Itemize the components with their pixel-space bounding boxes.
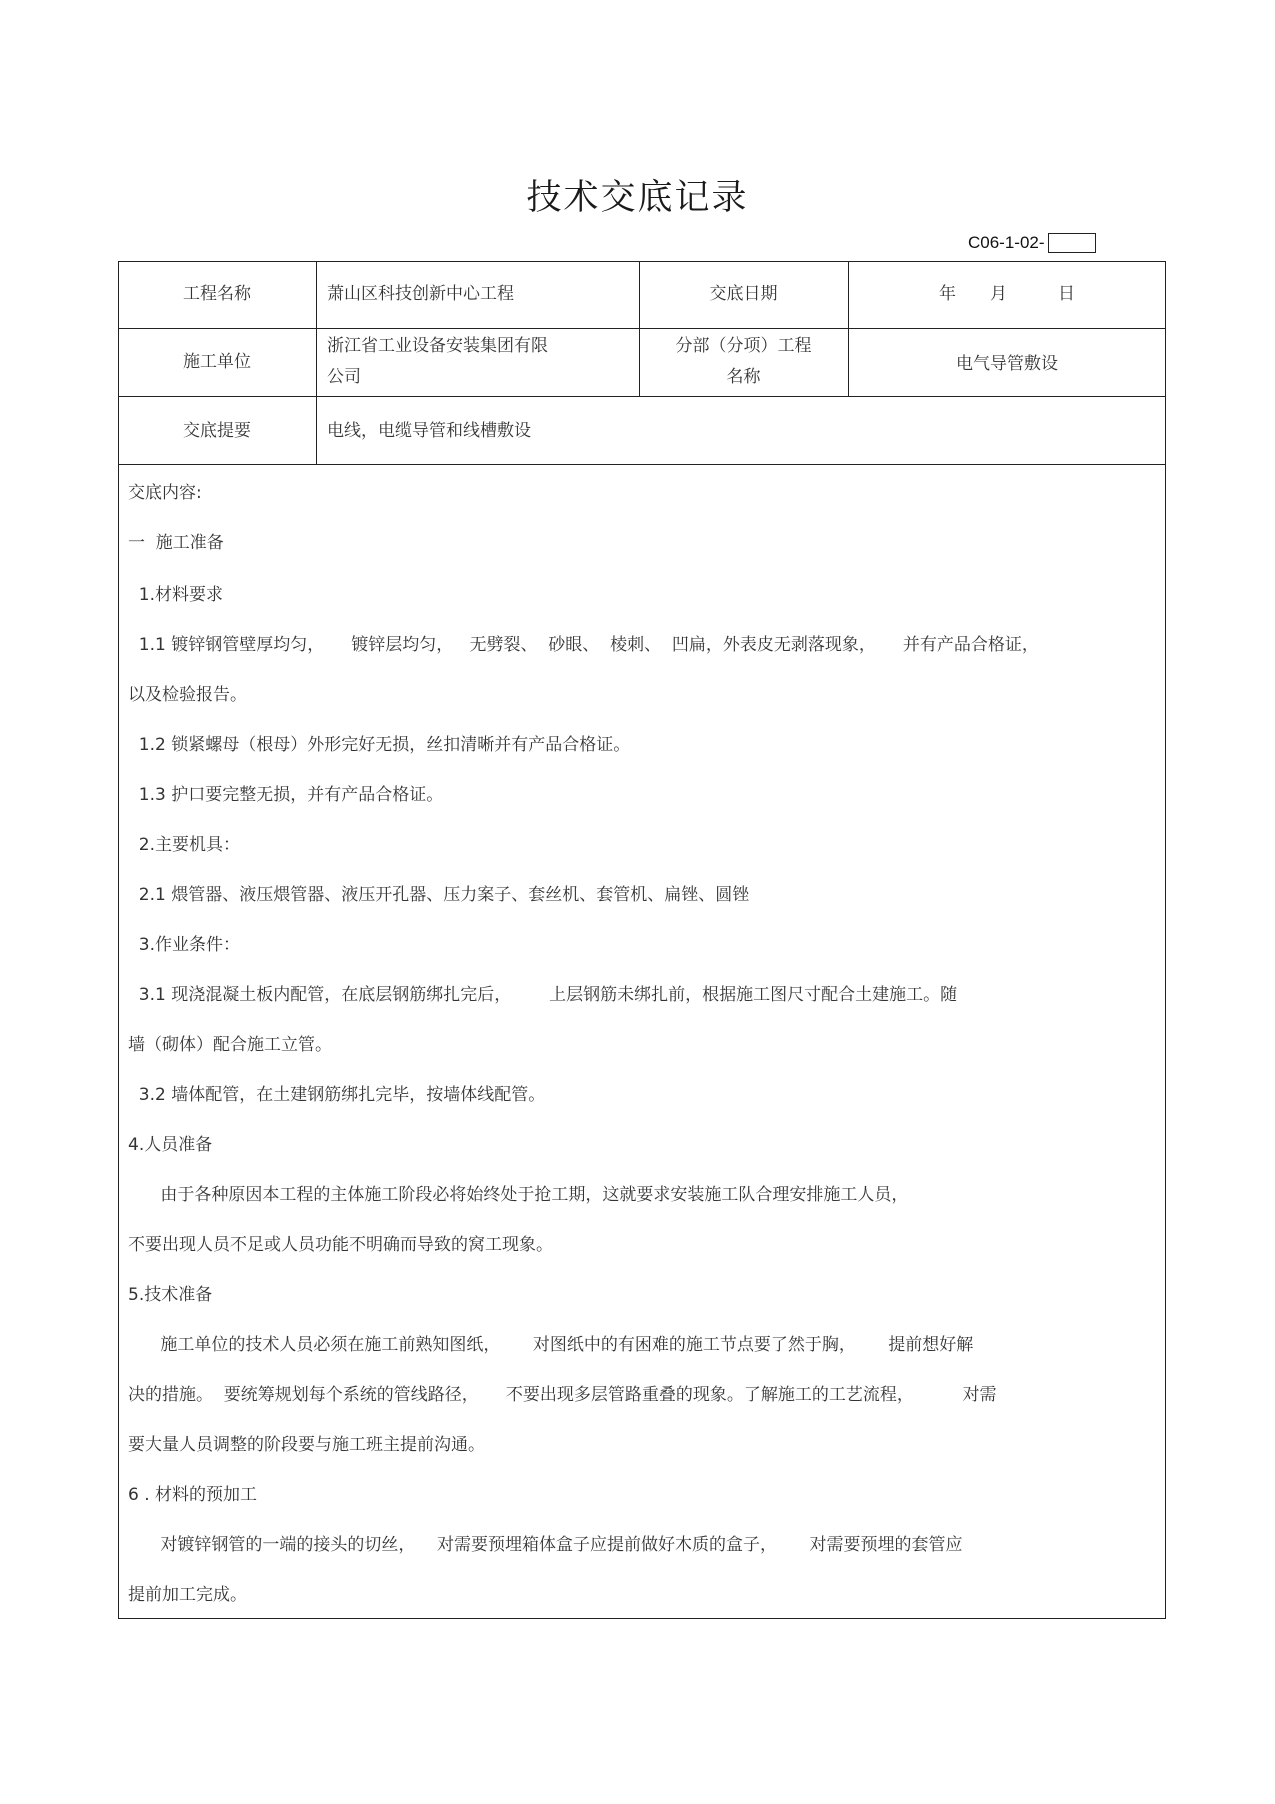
content-line: 决的措施。 要统筹规划每个系统的管线路径， 不要出现多层管路重叠的现象。了解施工的工艺流程， 对需	[128, 1385, 997, 1405]
content-line: 3.1 现浇混凝土板内配管，在底层钢筋绑扎完后， 上层钢筋未绑扎前，根据施工图尺寸配合土建施工。随	[128, 985, 958, 1005]
subsection-heading-preprocessing: 6 . 材料的预加工	[128, 1485, 258, 1505]
summary-label: 交底提要	[183, 421, 251, 441]
unit-value-line1[interactable]: 浙江省工业设备安装集团有限	[327, 336, 548, 356]
subsection-heading-conditions: 3.作业条件：	[128, 935, 241, 955]
summary-value[interactable]: 电线，电缆导管和线槽敷设	[327, 421, 531, 441]
project-name-label: 工程名称	[183, 284, 251, 304]
document-number: C06-1-02-	[968, 233, 1045, 252]
project-name-value[interactable]: 萧山区科技创新中心工程	[327, 284, 514, 304]
subproject-value[interactable]: 电气导管敷设	[956, 354, 1058, 374]
content-line: 不要出现人员不足或人员功能不明确而导致的窝工现象。	[128, 1235, 553, 1255]
content-line: 要大量人员调整的阶段要与施工班主提前沟通。	[128, 1435, 485, 1455]
section-heading-prep: 一 施工准备	[128, 533, 224, 553]
date-label: 交底日期	[709, 284, 778, 304]
unit-label: 施工单位	[183, 352, 251, 372]
content-line: 1.1 镀锌钢管壁厚均匀， 镀锌层均匀， 无劈裂、 砂眼、 棱刺、 凹扁，外表皮无剥落现象， 并有产品合格证，	[128, 635, 1039, 655]
date-value[interactable]: 年 月 日	[939, 284, 1075, 304]
content-heading: 交底内容:	[128, 483, 202, 503]
col-divider-1	[316, 261, 317, 464]
content-line: 墙（砌体）配合施工立管。	[128, 1035, 332, 1055]
subsection-heading-materials: 1.材料要求	[128, 585, 224, 605]
subproject-label-line1: 分部（分项）工程	[675, 336, 812, 356]
row-divider-3	[118, 464, 1166, 465]
content-line: 1.2 锁紧螺母（根母）外形完好无损，丝扣清晰并有产品合格证。	[128, 735, 631, 755]
subproject-label-line2: 名称	[726, 367, 761, 387]
content-line: 3.2 墙体配管，在土建钢筋绑扎完毕，按墙体线配管。	[128, 1085, 546, 1105]
row-divider-1	[118, 328, 1166, 329]
document-title: 技术交底记录	[526, 178, 749, 218]
subsection-heading-tools: 2.主要机具：	[128, 835, 241, 855]
unit-value-line2[interactable]: 公司	[327, 367, 361, 387]
document-number-box[interactable]	[1048, 233, 1096, 253]
content-line: 2.1 煨管器、液压煨管器、液压开孔器、压力案子、套丝机、套管机、扁锉、圆锉	[128, 885, 750, 905]
content-line: 1.3 护口要完整无损，并有产品合格证。	[128, 785, 444, 805]
content-line: 施工单位的技术人员必须在施工前熟知图纸， 对图纸中的有困难的施工节点要了然于胸， 提前想好解	[128, 1335, 974, 1355]
content-line: 对镀锌钢管的一端的接头的切丝， 对需要预埋箱体盒子应提前做好木质的盒子， 对需要预埋的套管应	[128, 1535, 963, 1555]
content-line: 以及检验报告。	[128, 685, 247, 705]
row-divider-2	[118, 396, 1166, 397]
subsection-heading-personnel: 4.人员准备	[128, 1135, 213, 1155]
content-line: 由于各种原因本工程的主体施工阶段必将始终处于抢工期，这就要求安装施工队合理安排施工人员，	[128, 1185, 909, 1205]
subsection-heading-technical: 5.技术准备	[128, 1285, 213, 1305]
content-line: 提前加工完成。	[128, 1585, 247, 1605]
